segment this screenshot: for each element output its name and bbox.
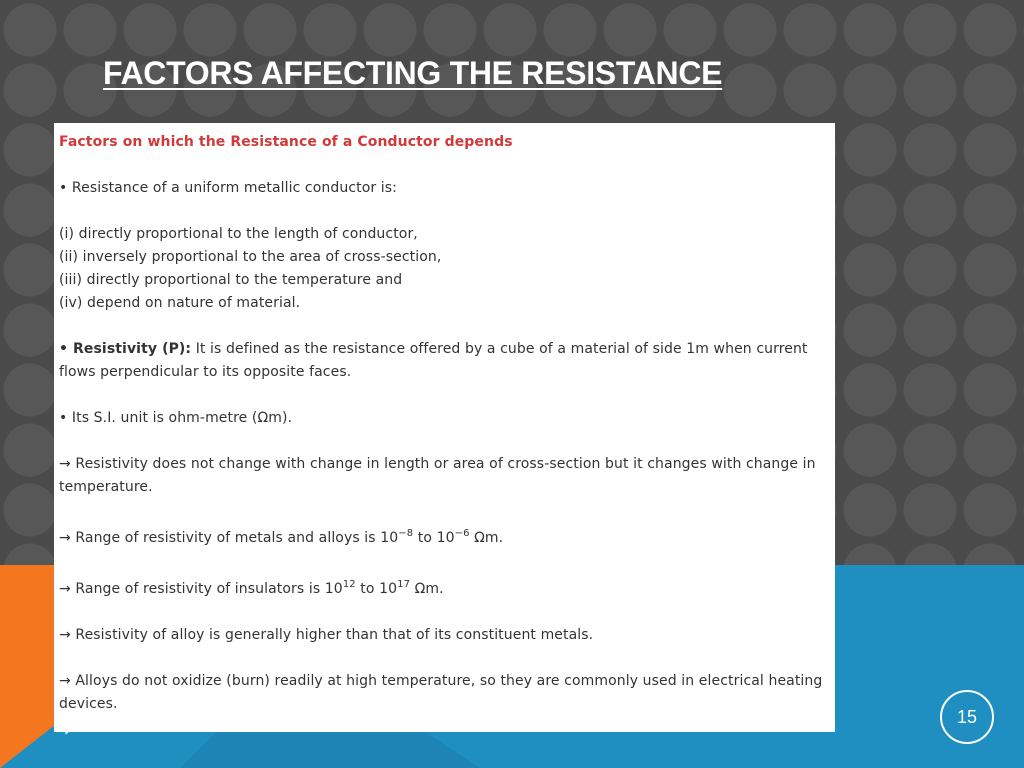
resistivity-text: It is defined as the resistance offered by a cube of a material of side 1m when current flows perpendicular to its opposite faces.: [59, 341, 808, 380]
note-alloy-oxidation: → Alloys do not oxidize (burn) readily at high temperature, so they are commonly used in electrical heating devices.: [59, 673, 823, 712]
list-item: (ii) inversely proportional to the area of cross-section,: [59, 249, 442, 265]
exponent: −6: [454, 528, 470, 539]
intro-text: • Resistance of a uniform metallic conductor is:: [59, 180, 397, 196]
note-text: to 10: [413, 530, 455, 546]
exponent: 17: [397, 579, 411, 590]
list-item: (i) directly proportional to the length of conductor,: [59, 226, 418, 242]
note-text: Ωm.: [410, 581, 444, 597]
list-item: (iv) depend on nature of material.: [59, 295, 301, 311]
content-heading: Factors on which the Resistance of a Conductor depends: [59, 134, 513, 150]
note-metals-range: [59, 527, 830, 550]
note-text: → Range of resistivity of metals and alloys is 10: [59, 530, 399, 546]
exponent: −8: [398, 528, 414, 539]
slide-title: FACTORS AFFECTING THE RESISTANCE: [103, 55, 723, 91]
content-image-panel: [54, 123, 835, 732]
note-insulators-range: [59, 578, 830, 601]
resistivity-label: • Resistivity (P):: [59, 341, 192, 357]
si-unit-text: • Its S.I. unit is ohm-metre (Ωm).: [59, 410, 293, 426]
note-text: to 10: [355, 581, 398, 597]
note-text: Ωm.: [469, 530, 504, 546]
list-item: (iii) directly proportional to the temperature and: [59, 272, 403, 288]
note-text: → Range of resistivity of insulators is 10: [59, 581, 343, 597]
note-alloy-resistivity: → Resistivity of alloy is generally higher than that of its constituent metals.: [59, 627, 594, 643]
exponent: 12: [342, 579, 356, 590]
page-number-badge: 15: [940, 690, 994, 744]
note-resistivity-change: → Resistivity does not change with change in length or area of cross-section but it changes with change in temperature.: [59, 456, 816, 495]
date-fragment: 22: [58, 717, 78, 737]
resistivity-definition: [59, 338, 830, 384]
